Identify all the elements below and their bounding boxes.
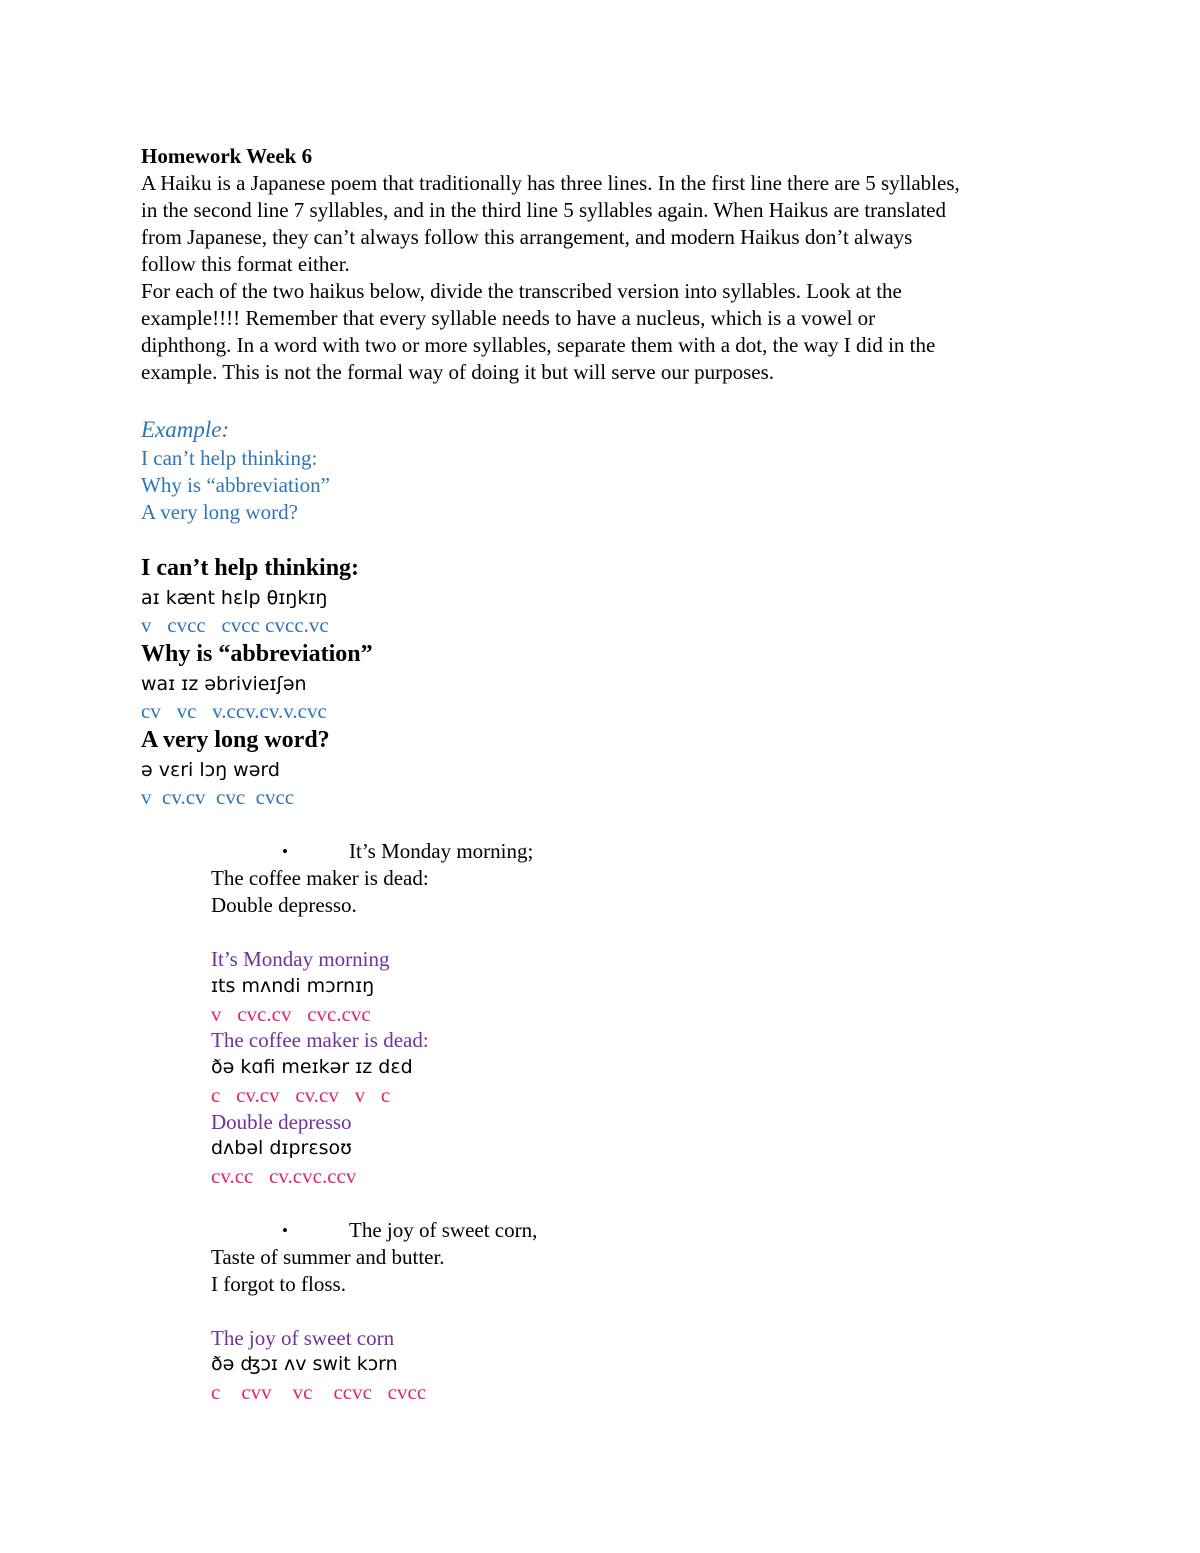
haiku-poem-line: Taste of summer and butter.: [211, 1245, 445, 1269]
syllable-pattern: cv vc v.ccv.cv.v.cvc: [141, 699, 327, 723]
syllable-pattern: v cvcc cvcc cvcc.vc: [141, 613, 329, 637]
example-poem-line: A very long word?: [141, 500, 298, 524]
syllable-pattern: cv.cc cv.cvc.ccv: [211, 1164, 357, 1188]
intro-line: in the second line 7 syllables, and in the third line 5 syllables again. When Haikus are translated: [141, 198, 946, 222]
ipa-transcription: dʌbəl dɪprɛsoʊ: [211, 1137, 352, 1159]
bullet-icon: •: [282, 1221, 288, 1240]
example-analysis-heading: Why is “abbreviation”: [141, 641, 373, 667]
example-analysis-heading: A very long word?: [141, 727, 330, 753]
haiku-poem-line: It’s Monday morning;: [349, 839, 534, 863]
ipa-transcription: ɪts mʌndi mɔrnɪŋ: [211, 975, 375, 997]
intro-line: follow this format either.: [141, 252, 350, 276]
haiku-analysis-line: The joy of sweet corn: [211, 1326, 395, 1350]
haiku-poem-line: The coffee maker is dead:: [211, 866, 429, 890]
page-title: Homework Week 6: [141, 144, 313, 168]
intro-line: A Haiku is a Japanese poem that traditionally has three lines. In the first line there are 5 syllables,: [141, 171, 960, 195]
syllable-pattern: c cvv vc ccvc cvcc: [211, 1380, 427, 1404]
ipa-transcription: ə vɛri lɔŋ wərd: [141, 759, 280, 781]
syllable-pattern: v cv.cv cvc cvcc: [141, 785, 295, 809]
example-poem-line: I can’t help thinking:: [141, 446, 318, 470]
haiku-poem-line: I forgot to floss.: [211, 1272, 346, 1296]
haiku-poem-line: Double depresso.: [211, 893, 357, 917]
haiku-analysis-line: The coffee maker is dead:: [211, 1028, 429, 1052]
intro-line: from Japanese, they can’t always follow this arrangement, and modern Haikus don’t always: [141, 225, 913, 249]
haiku-poem-line: The joy of sweet corn,: [349, 1218, 538, 1242]
example-analysis-heading: I can’t help thinking:: [141, 555, 360, 581]
ipa-transcription: aɪ kænt hɛlp θɪŋkɪŋ: [141, 587, 328, 609]
ipa-transcription: ðə kɑfi meɪkər ɪz dɛd: [211, 1056, 413, 1078]
syllable-pattern: v cvc.cv cvc.cvc: [211, 1002, 371, 1026]
ipa-transcription: ðə ʤɔɪ ʌv swit kɔrn: [211, 1353, 398, 1375]
example-label: Example:: [141, 417, 230, 442]
intro-line: example!!!! Remember that every syllable needs to have a nucleus, which is a vowel or: [141, 306, 876, 330]
syllable-pattern: c cv.cv cv.cv v c: [211, 1083, 391, 1107]
haiku-analysis-line: Double depresso: [211, 1110, 352, 1134]
intro-line: example. This is not the formal way of doing it but will serve our purposes.: [141, 360, 775, 384]
intro-line: diphthong. In a word with two or more syllables, separate them with a dot, the way I did in the: [141, 333, 936, 357]
ipa-transcription: waɪ ɪz əbrivieɪʃən: [141, 673, 307, 695]
example-poem-line: Why is “abbreviation”: [141, 473, 330, 497]
haiku-analysis-line: It’s Monday morning: [211, 947, 390, 971]
bullet-icon: •: [282, 842, 288, 861]
intro-line: For each of the two haikus below, divide the transcribed version into syllables. Look at the: [141, 279, 902, 303]
